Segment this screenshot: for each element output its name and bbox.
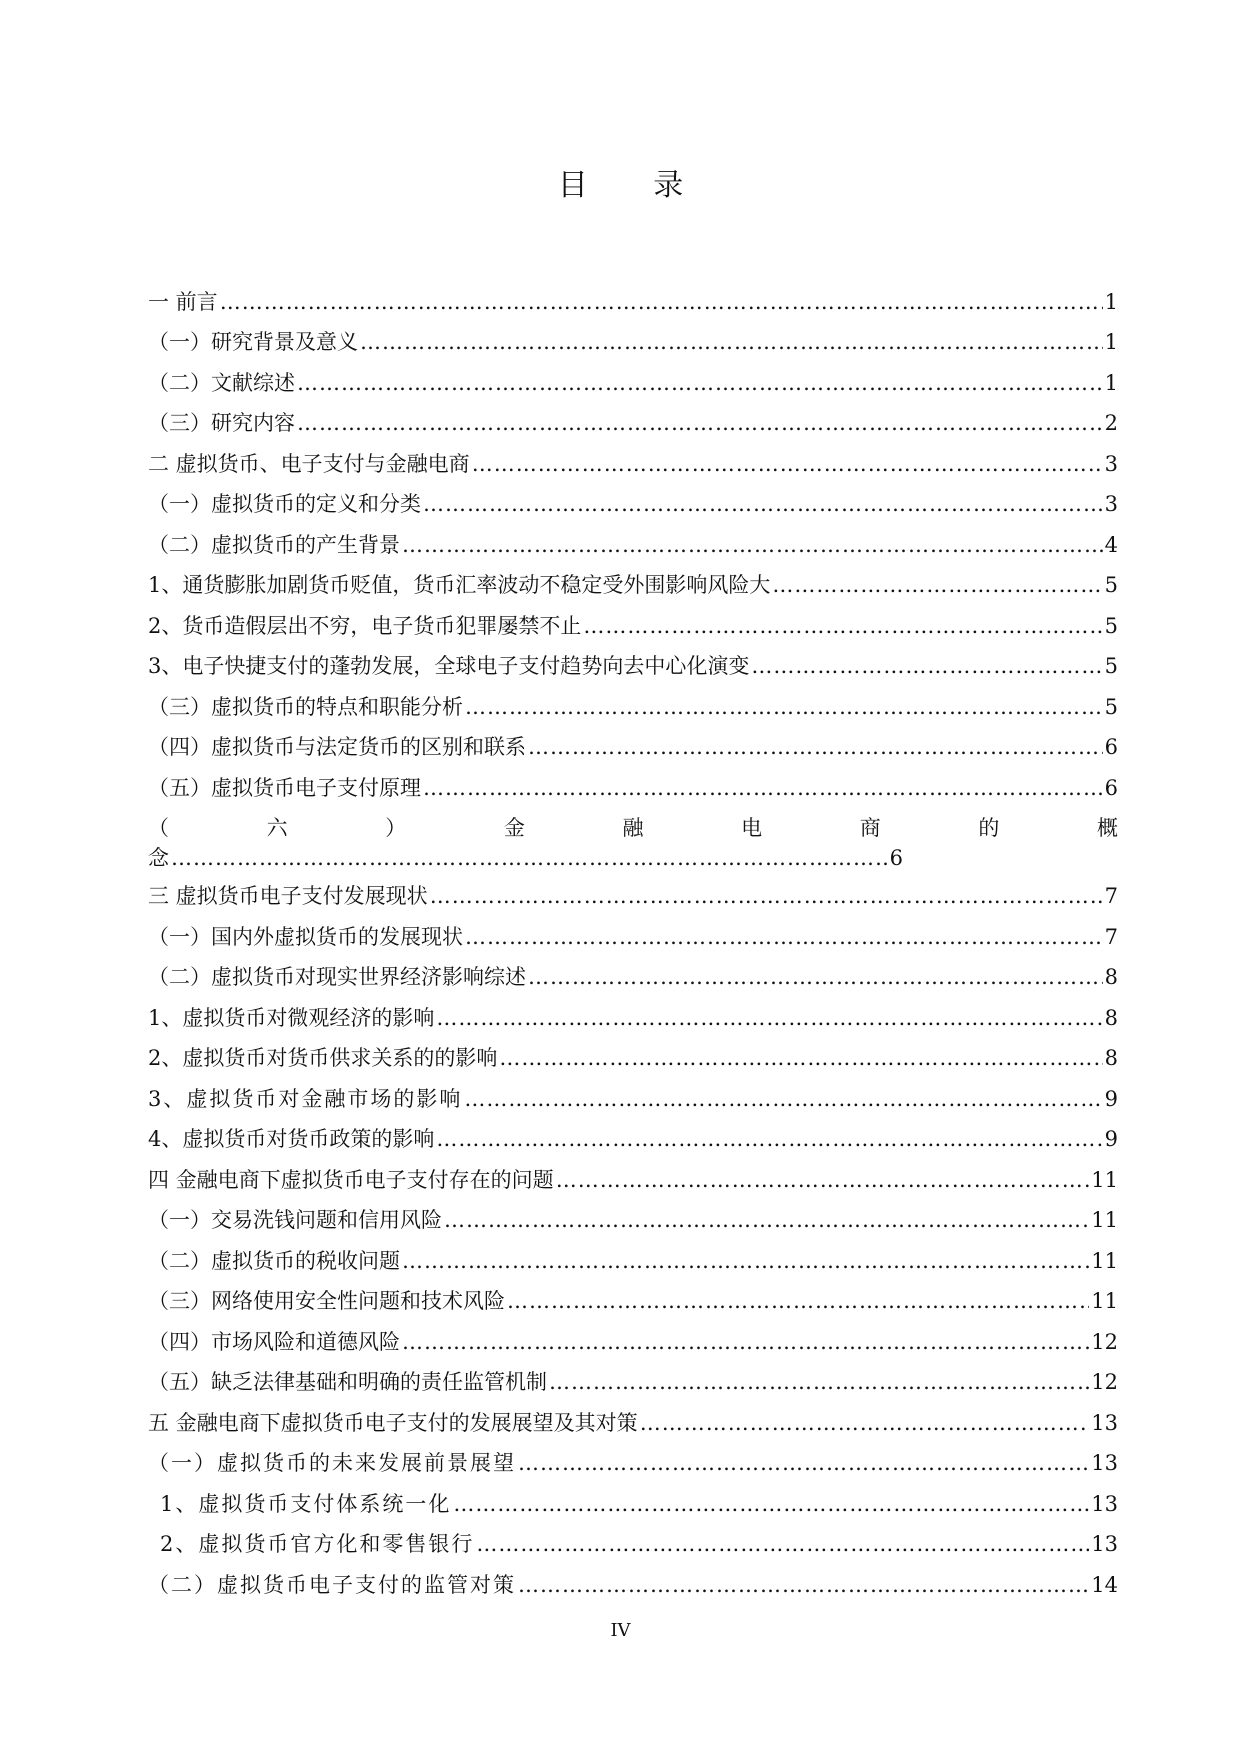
toc-entry-label: 三 虚拟货币电子支付发展现状 (148, 884, 428, 908)
toc-leader-dots (583, 611, 1102, 641)
toc-leader-dots (297, 368, 1103, 398)
toc-leader-dots (297, 408, 1103, 438)
toc-leader-dots (465, 692, 1103, 722)
table-of-contents (148, 276, 1118, 1600)
toc-entry[interactable] (148, 1073, 1118, 1114)
toc-entry-page: 11 (1091, 1289, 1118, 1313)
toc-entry-label: （五）缺乏法律基础和明确的责任监管机制 (148, 1370, 547, 1394)
toc-entry-label: （二）虚拟货币的税收问题 (148, 1248, 400, 1273)
toc-entry-label: （二）虚拟货币的产生背景 (148, 532, 400, 557)
toc-entry-label: （一）国内外虚拟货币的发展现状 (148, 924, 463, 949)
toc-leader-dots (220, 287, 1103, 317)
toc-entry-page: 11 (1091, 1248, 1118, 1273)
toc-entry[interactable] (148, 1559, 1118, 1600)
toc-entry[interactable] (148, 560, 1118, 601)
toc-leader-dots (430, 881, 1103, 911)
toc-entry-label: 2、虚拟货币对货币供求关系的的影响 (148, 1046, 498, 1070)
toc-entry-label: （二）虚拟货币对现实世界经济影响综述 (148, 965, 526, 989)
toc-entry[interactable] (148, 1033, 1118, 1074)
toc-leader-dots (444, 1205, 1089, 1235)
toc-entry-label: 1、通货膨胀加剧货币贬值，货币汇率波动不稳定受外围影响风险大 (148, 573, 771, 597)
toc-entry[interactable] (148, 1357, 1118, 1398)
toc-entry-label: 五 金融电商下虚拟货币电子支付的发展展望及其对策 (148, 1410, 638, 1435)
toc-entry[interactable] (148, 1195, 1118, 1236)
toc-entry-label: （一）交易洗钱问题和信用风险 (148, 1208, 442, 1232)
toc-entry-page: 5 (1104, 694, 1118, 719)
toc-entry[interactable] (148, 1235, 1118, 1276)
toc-entry-label: 1、虚拟货币支付体系统一化 (160, 1491, 452, 1516)
toc-leader-dots (423, 773, 1103, 803)
toc-leader-dots (423, 489, 1103, 519)
toc-leader-dots (507, 1286, 1089, 1316)
toc-entry-page: 6 (1104, 775, 1118, 800)
toc-entry-label: 4、虚拟货币对货币政策的影响 (148, 1127, 435, 1151)
toc-entry-page: 13 (1091, 1491, 1118, 1516)
toc-entry-label-line1 (148, 813, 1118, 843)
page-number: IV (610, 1620, 631, 1641)
toc-leader-dots (472, 449, 1103, 479)
toc-entry-label: （二）虚拟货币电子支付的监管对策 (148, 1572, 516, 1597)
toc-entry-char: 融 (622, 815, 644, 840)
toc-entry[interactable] (148, 276, 1118, 317)
toc-entry-page: 7 (1104, 924, 1118, 949)
toc-entry[interactable] (148, 438, 1118, 479)
toc-entry[interactable] (148, 681, 1118, 722)
toc-entry[interactable] (148, 1276, 1118, 1317)
toc-entry-char: 商 (859, 815, 881, 840)
toc-entry[interactable] (148, 1438, 1118, 1479)
toc-leader-dots (751, 651, 1102, 681)
toc-entry-label: 2、虚拟货币官方化和零售银行 (160, 1532, 475, 1556)
toc-entry-page: 9 (1104, 1086, 1118, 1111)
toc-entry-label: 3、虚拟货币对金融市场的影响 (148, 1086, 463, 1111)
toc-entry[interactable] (148, 1154, 1118, 1195)
toc-entry-label: 念 (148, 845, 169, 870)
toc-entry[interactable] (148, 722, 1118, 763)
toc-entry-label: （三）网络使用安全性问题和技术风险 (148, 1289, 505, 1313)
toc-leader-dots (465, 922, 1103, 952)
toc-entry-wrapped[interactable] (148, 803, 1118, 871)
toc-entry-page: 5 (1104, 573, 1118, 597)
toc-entry-page: 1 (1104, 330, 1118, 354)
toc-leader-dots (528, 962, 1103, 992)
toc-leader-dots (528, 732, 1103, 762)
toc-entry-label: 一 前言 (148, 289, 218, 314)
toc-entry-page: 8 (1104, 1005, 1118, 1030)
toc-entry-page: 13 (1091, 1532, 1118, 1556)
toc-entry[interactable] (148, 1316, 1118, 1357)
toc-entry-char: 电 (741, 815, 763, 840)
toc-entry-label: （一）虚拟货币的未来发展前景展望 (148, 1451, 516, 1475)
toc-entry-page: 5 (1104, 613, 1118, 638)
toc-leader-dots (518, 1570, 1089, 1600)
toc-entry-page: 14 (1091, 1572, 1118, 1597)
toc-entry[interactable] (148, 519, 1118, 560)
page-title: 目 录 (557, 168, 712, 203)
toc-leader-dots (464, 1084, 1102, 1114)
toc-leader-dots (772, 570, 1102, 600)
toc-entry[interactable] (148, 600, 1118, 641)
toc-entry-page: 8 (1104, 1046, 1118, 1070)
toc-leader-dots (549, 1367, 1089, 1397)
toc-leader-dots (402, 1246, 1089, 1276)
toc-entry-char: 金 (503, 815, 525, 840)
toc-entry-page: 13 (1091, 1410, 1118, 1435)
toc-entry-page: 7 (1104, 884, 1118, 908)
toc-entry-char: ） (385, 815, 407, 840)
toc-entry[interactable] (148, 871, 1118, 912)
toc-entry[interactable] (148, 992, 1118, 1033)
toc-entry-char: 六 (266, 815, 288, 840)
toc-entry-label: （一）研究背景及意义 (148, 330, 358, 354)
toc-entry[interactable] (148, 911, 1118, 952)
toc-entry-page: 1 (1104, 289, 1118, 314)
toc-leader-dots (402, 1327, 1089, 1357)
toc-entry[interactable] (148, 317, 1118, 358)
toc-leader-dots (476, 1529, 1089, 1559)
toc-entry-label: （四）市场风险和道德风险 (148, 1329, 400, 1354)
toc-entry-page: 12 (1091, 1329, 1118, 1354)
toc-leader-dots (499, 1043, 1102, 1073)
toc-entry[interactable] (148, 357, 1118, 398)
toc-leader-dots (360, 327, 1103, 357)
toc-entry-label: （二）文献综述 (148, 370, 295, 395)
toc-entry-page: 3 (1104, 492, 1118, 516)
toc-entry-page: 5 (1104, 654, 1118, 678)
toc-entry-label: （三）虚拟货币的特点和职能分析 (148, 694, 463, 719)
toc-entry-char: 概 (1097, 815, 1118, 840)
toc-leader-dots (453, 1489, 1089, 1519)
toc-leader-dots (171, 843, 888, 873)
toc-entry-label: 四 金融电商下虚拟货币电子支付存在的问题 (148, 1167, 554, 1192)
toc-entry-label: 3、电子快捷支付的蓬勃发展，全球电子支付趋势向去中心化演变 (148, 654, 750, 678)
toc-leader-dots (436, 1003, 1102, 1033)
toc-entry-label: （三）研究内容 (148, 411, 295, 435)
toc-entry-label: 二 虚拟货币、电子支付与金融电商 (148, 451, 470, 476)
toc-entry-page: 3 (1104, 451, 1118, 476)
toc-entry-page: 9 (1104, 1127, 1118, 1151)
toc-leader-dots (640, 1408, 1090, 1438)
toc-entry-label: （一）虚拟货币的定义和分类 (148, 492, 421, 516)
toc-entry-label: （五）虚拟货币电子支付原理 (148, 775, 421, 800)
toc-entry-page: 11 (1091, 1208, 1118, 1232)
toc-entry[interactable] (148, 1397, 1118, 1438)
toc-entry[interactable] (148, 1114, 1118, 1155)
toc-entry-page: 8 (1104, 965, 1118, 989)
toc-entry[interactable] (148, 1478, 1118, 1519)
toc-entry-page: 1 (1104, 370, 1118, 395)
toc-entry[interactable] (148, 1519, 1118, 1560)
toc-entry-page: 6 (889, 845, 903, 870)
toc-entry-page: 2 (1104, 411, 1118, 435)
toc-entry-char: 的 (978, 815, 1000, 840)
toc-entry-label-line2 (148, 843, 903, 873)
toc-entry-page: 11 (1091, 1167, 1118, 1192)
toc-entry-label: 2、货币造假层出不穷，电子货币犯罪屡禁不止 (148, 613, 582, 638)
toc-leader-dots (518, 1448, 1089, 1478)
toc-entry-label: 1、虚拟货币对微观经济的影响 (148, 1005, 435, 1030)
toc-entry[interactable] (148, 398, 1118, 439)
toc-entry-page: 12 (1091, 1370, 1118, 1394)
toc-entry-page: 4 (1104, 532, 1118, 557)
toc-entry-char: （ (148, 815, 169, 840)
toc-entry[interactable] (148, 762, 1118, 803)
toc-entry[interactable] (148, 952, 1118, 993)
toc-entry-label: （四）虚拟货币与法定货币的区别和联系 (148, 735, 526, 759)
toc-leader-dots (402, 530, 1103, 560)
toc-leader-dots (436, 1124, 1102, 1154)
toc-entry-page: 13 (1091, 1451, 1118, 1475)
toc-leader-dots (556, 1165, 1090, 1195)
toc-entry-page: 6 (1104, 735, 1118, 759)
toc-entry[interactable] (148, 479, 1118, 520)
toc-entry[interactable] (148, 641, 1118, 682)
